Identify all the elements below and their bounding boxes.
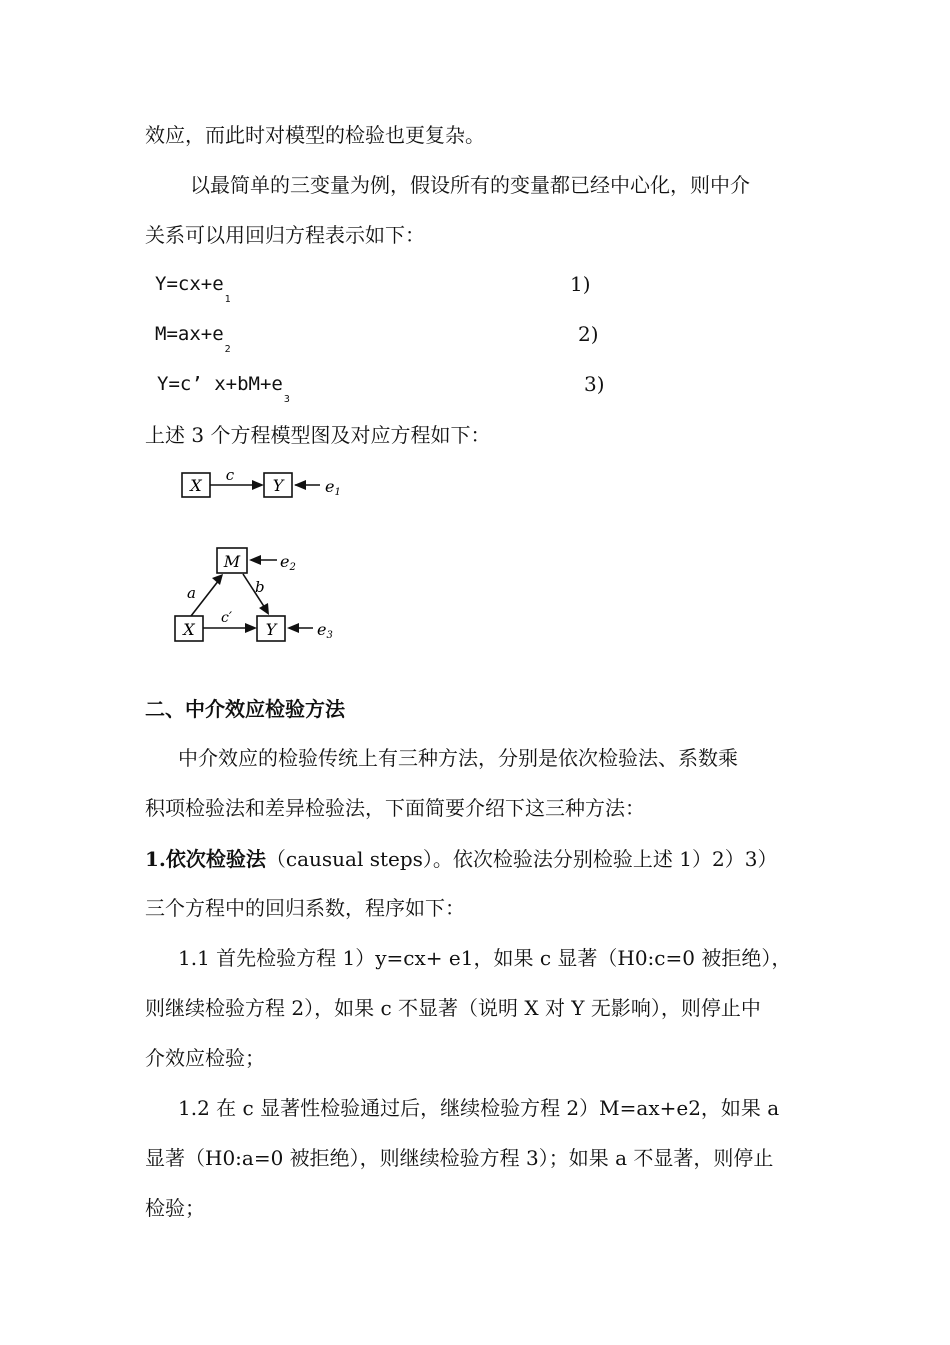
- equation-number-2: 2): [578, 322, 599, 346]
- arrow-head: [245, 623, 257, 633]
- paragraph-line: 1.1 首先检验方程 1）y=cx+ e1，如果 c 显著（H0:c=0 被拒绝），: [178, 946, 792, 970]
- path-c-prime-label: c′: [221, 610, 233, 626]
- paragraph-line: 积项检验法和差异检验法，下面简要介绍下这三种方法：: [145, 796, 645, 820]
- error-label-y: e3: [317, 620, 333, 641]
- paragraph-line: 效应，而此时对模型的检验也更复杂。: [145, 123, 485, 147]
- equation-1: $Y=cx+e_1$: [155, 273, 231, 305]
- model-diagram-1: [170, 462, 370, 507]
- node-x-label: X: [183, 620, 195, 639]
- error-label-m: e2: [280, 552, 296, 573]
- path-c-label: c: [225, 466, 235, 484]
- equation-3: Y=c’ $x+bM+e_3$: [157, 373, 290, 405]
- model-diagram-2: [165, 538, 365, 653]
- paragraph-line: 显著（H0:a=0 被拒绝），则继续检验方程 3）；如果 a 不显著，则停止: [145, 1146, 774, 1170]
- paragraph-line: 1.依次检验法（causual steps）。依次检验法分别检验上述 1）2）3）: [145, 847, 778, 871]
- node-y-label: Y: [265, 620, 277, 639]
- section-heading: 二、中介效应检验方法: [145, 697, 345, 721]
- arrow-head: [212, 574, 223, 585]
- arrow-head: [287, 623, 299, 633]
- equation-number-1: 1): [570, 272, 591, 296]
- method-title: 1.依次检验法: [145, 847, 266, 871]
- path-b-label: b: [255, 578, 265, 596]
- paragraph-line: 关系可以用回归方程表示如下：: [145, 223, 425, 247]
- arrow-head: [294, 480, 306, 490]
- equation-number-3: 3): [584, 372, 605, 396]
- equation-2: $M=ax+e_2$: [155, 323, 231, 355]
- node-x-label: X: [190, 476, 202, 495]
- paragraph-line: 三个方程中的回归系数，程序如下：: [145, 896, 465, 920]
- path-a-label: a: [187, 584, 196, 602]
- paragraph-line: 则继续检验方程 2），如果 c 不显著（说明 X 对 Y 无影响），则停止中: [145, 996, 761, 1020]
- paragraph-line: 1.2 在 c 显著性检验通过后，继续检验方程 2）M=ax+e2，如果 a: [178, 1096, 780, 1120]
- paragraph-line: 中介效应的检验传统上有三种方法，分别是依次检验法、系数乘: [178, 746, 738, 770]
- arrow-head: [252, 480, 264, 490]
- paragraph-line: 检验；: [145, 1196, 205, 1220]
- arrow-head: [249, 555, 261, 565]
- paragraph-line: 介效应检验；: [145, 1046, 265, 1070]
- arrow-head: [259, 603, 269, 615]
- error-label: e1: [325, 477, 341, 498]
- node-m-label: M: [223, 552, 241, 571]
- node-y-label: Y: [272, 476, 284, 495]
- paragraph-line: 上述 3 个方程模型图及对应方程如下：: [145, 423, 491, 447]
- paragraph-line: 以最简单的三变量为例，假设所有的变量都已经中心化，则中介: [190, 173, 750, 197]
